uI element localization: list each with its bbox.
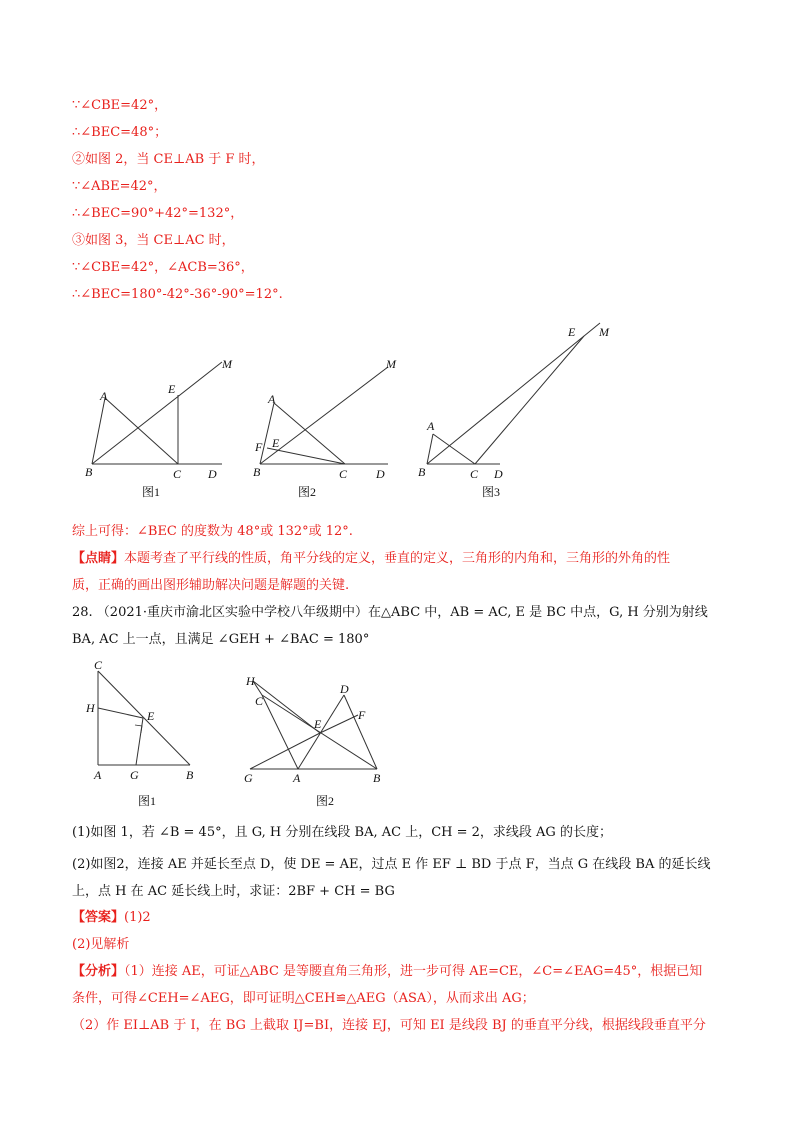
fig2-label-A: A xyxy=(268,392,276,406)
fig2-label-E: E xyxy=(272,436,280,450)
problem-line-2: BA, AC 上一点，且满足 ∠GEH + ∠BAC = 180° xyxy=(72,632,370,647)
solution-line-6: ③如图 3，当 CE⊥AC 时， xyxy=(72,233,235,248)
fig1-caption: 图1 xyxy=(142,485,161,499)
question-2-line-1: (2)如图2，连接 AE 并延长至点 D，使 DE = AE，过点 E 作 EF ⊥ BD 于点 F，当点 G 在线段 BA 的延长线 xyxy=(72,857,711,872)
fig3-label-C: C xyxy=(470,467,479,481)
fig2-label-M: M xyxy=(386,357,396,371)
m-fig2-label-D: D xyxy=(340,682,349,696)
fig2-label-F: F xyxy=(255,440,263,454)
m-fig1-caption: 图1 xyxy=(138,794,157,808)
solution-line-7: ∵∠CBE=42°，∠ACB=36°， xyxy=(72,260,254,275)
m-fig2-label-C: C xyxy=(255,694,264,708)
solution-line-4: ∵∠ABE=42°， xyxy=(72,179,167,194)
fig2-label-C: C xyxy=(339,467,348,481)
fig1-label-M: M xyxy=(222,357,232,371)
m-fig2-label-B: B xyxy=(373,771,381,785)
analysis-tag: 【分析】 xyxy=(72,964,125,979)
summary-line: 综上可得：∠BEC 的度数为 48°或 132°或 12°. xyxy=(72,524,353,539)
solution-line-1: ∵∠CBE=42°， xyxy=(72,98,168,113)
analysis-text-1: （1）连接 AE，可证△ABC 是等腰直角三角形，进一步可得 AE=CE，∠C=∠EAG=45°，根据已知 xyxy=(124,964,703,979)
m-fig2-label-A: A xyxy=(293,771,301,785)
m-fig1-label-E: E xyxy=(147,709,155,723)
fig1-label-A: A xyxy=(100,389,108,403)
problem-line-1: 28. （2021·重庆市渝北区实验中学校八年级期中）在△ABC 中，AB = AC, E 是 BC 中点，G, H 分别为射线 xyxy=(72,605,708,620)
answer-tag: 【答案】 xyxy=(72,910,125,925)
mid-figures xyxy=(0,655,800,815)
answer-line-1 xyxy=(72,909,151,927)
fig2-label-D: D xyxy=(376,467,385,481)
m-fig1-label-H: H xyxy=(86,701,95,715)
m-fig2-label-E: E xyxy=(314,717,322,731)
fig1-label-B: B xyxy=(85,465,93,479)
solution-line-8: ∴∠BEC=180°-42°-36°-90°=12°. xyxy=(72,287,283,302)
fig3-label-B: B xyxy=(418,465,426,479)
solution-line-5: ∴∠BEC=90°+42°=132°， xyxy=(72,206,244,221)
analysis-line-2: 条件，可得∠CEH=∠AEG，即可证明△CEH≌△AEG（ASA），从而求出 AG； xyxy=(72,991,535,1006)
top-figures xyxy=(0,310,800,510)
question-2-line-2: 上，点 H 在 AC 延长线上时，求证：2BF + CH = BG xyxy=(72,884,395,899)
fig3-label-E: E xyxy=(568,325,576,339)
fig3-label-D: D xyxy=(494,467,503,481)
question-1: (1)如图 1，若 ∠B = 45°，且 G, H 分别在线段 BA, AC 上，CH = 2，求线段 AG 的长度； xyxy=(72,825,612,840)
comment-tag: 【点睛】 xyxy=(72,551,125,566)
fig3-label-M: M xyxy=(599,325,609,339)
analysis-line-3: （2）作 EI⊥AB 于 I，在 BG 上截取 IJ=BI，连接 EJ，可知 EI 是线段 BJ 的垂直平分线，根据线段垂直平分 xyxy=(72,1018,706,1033)
m-fig1-label-B: B xyxy=(186,768,194,782)
m-fig1-label-A: A xyxy=(94,768,102,782)
m-fig1-label-C: C xyxy=(94,658,103,672)
fig2-label-B: B xyxy=(253,465,261,479)
m-fig2-caption: 图2 xyxy=(316,794,335,808)
m-fig1-label-G: G xyxy=(130,768,139,782)
answer-1: (1)2 xyxy=(124,910,151,925)
fig3-caption: 图3 xyxy=(482,485,501,499)
fig3-label-A: A xyxy=(427,419,435,433)
fig1-label-E: E xyxy=(168,382,176,396)
fig1-label-D: D xyxy=(208,467,217,481)
fig2-caption: 图2 xyxy=(298,485,317,499)
m-fig2-label-H: H xyxy=(246,674,255,688)
comment-line-2: 质，正确的画出图形辅助解决问题是解题的关键. xyxy=(72,578,350,593)
m-fig2-label-F: F xyxy=(358,708,366,722)
m-fig2-label-G: G xyxy=(244,771,253,785)
solution-line-3: ②如图 2，当 CE⊥AB 于 F 时， xyxy=(72,152,265,167)
answer-2: (2)见解析 xyxy=(72,937,130,952)
comment-text-1: 本题考查了平行线的性质，角平分线的定义，垂直的定义，三角形的内角和，三角形的外角的性 xyxy=(124,551,671,566)
fig1-label-C: C xyxy=(173,467,182,481)
analysis-line-1 xyxy=(72,963,702,981)
solution-line-2: ∴∠BEC=48°； xyxy=(72,125,168,140)
comment-line-1 xyxy=(72,550,670,568)
